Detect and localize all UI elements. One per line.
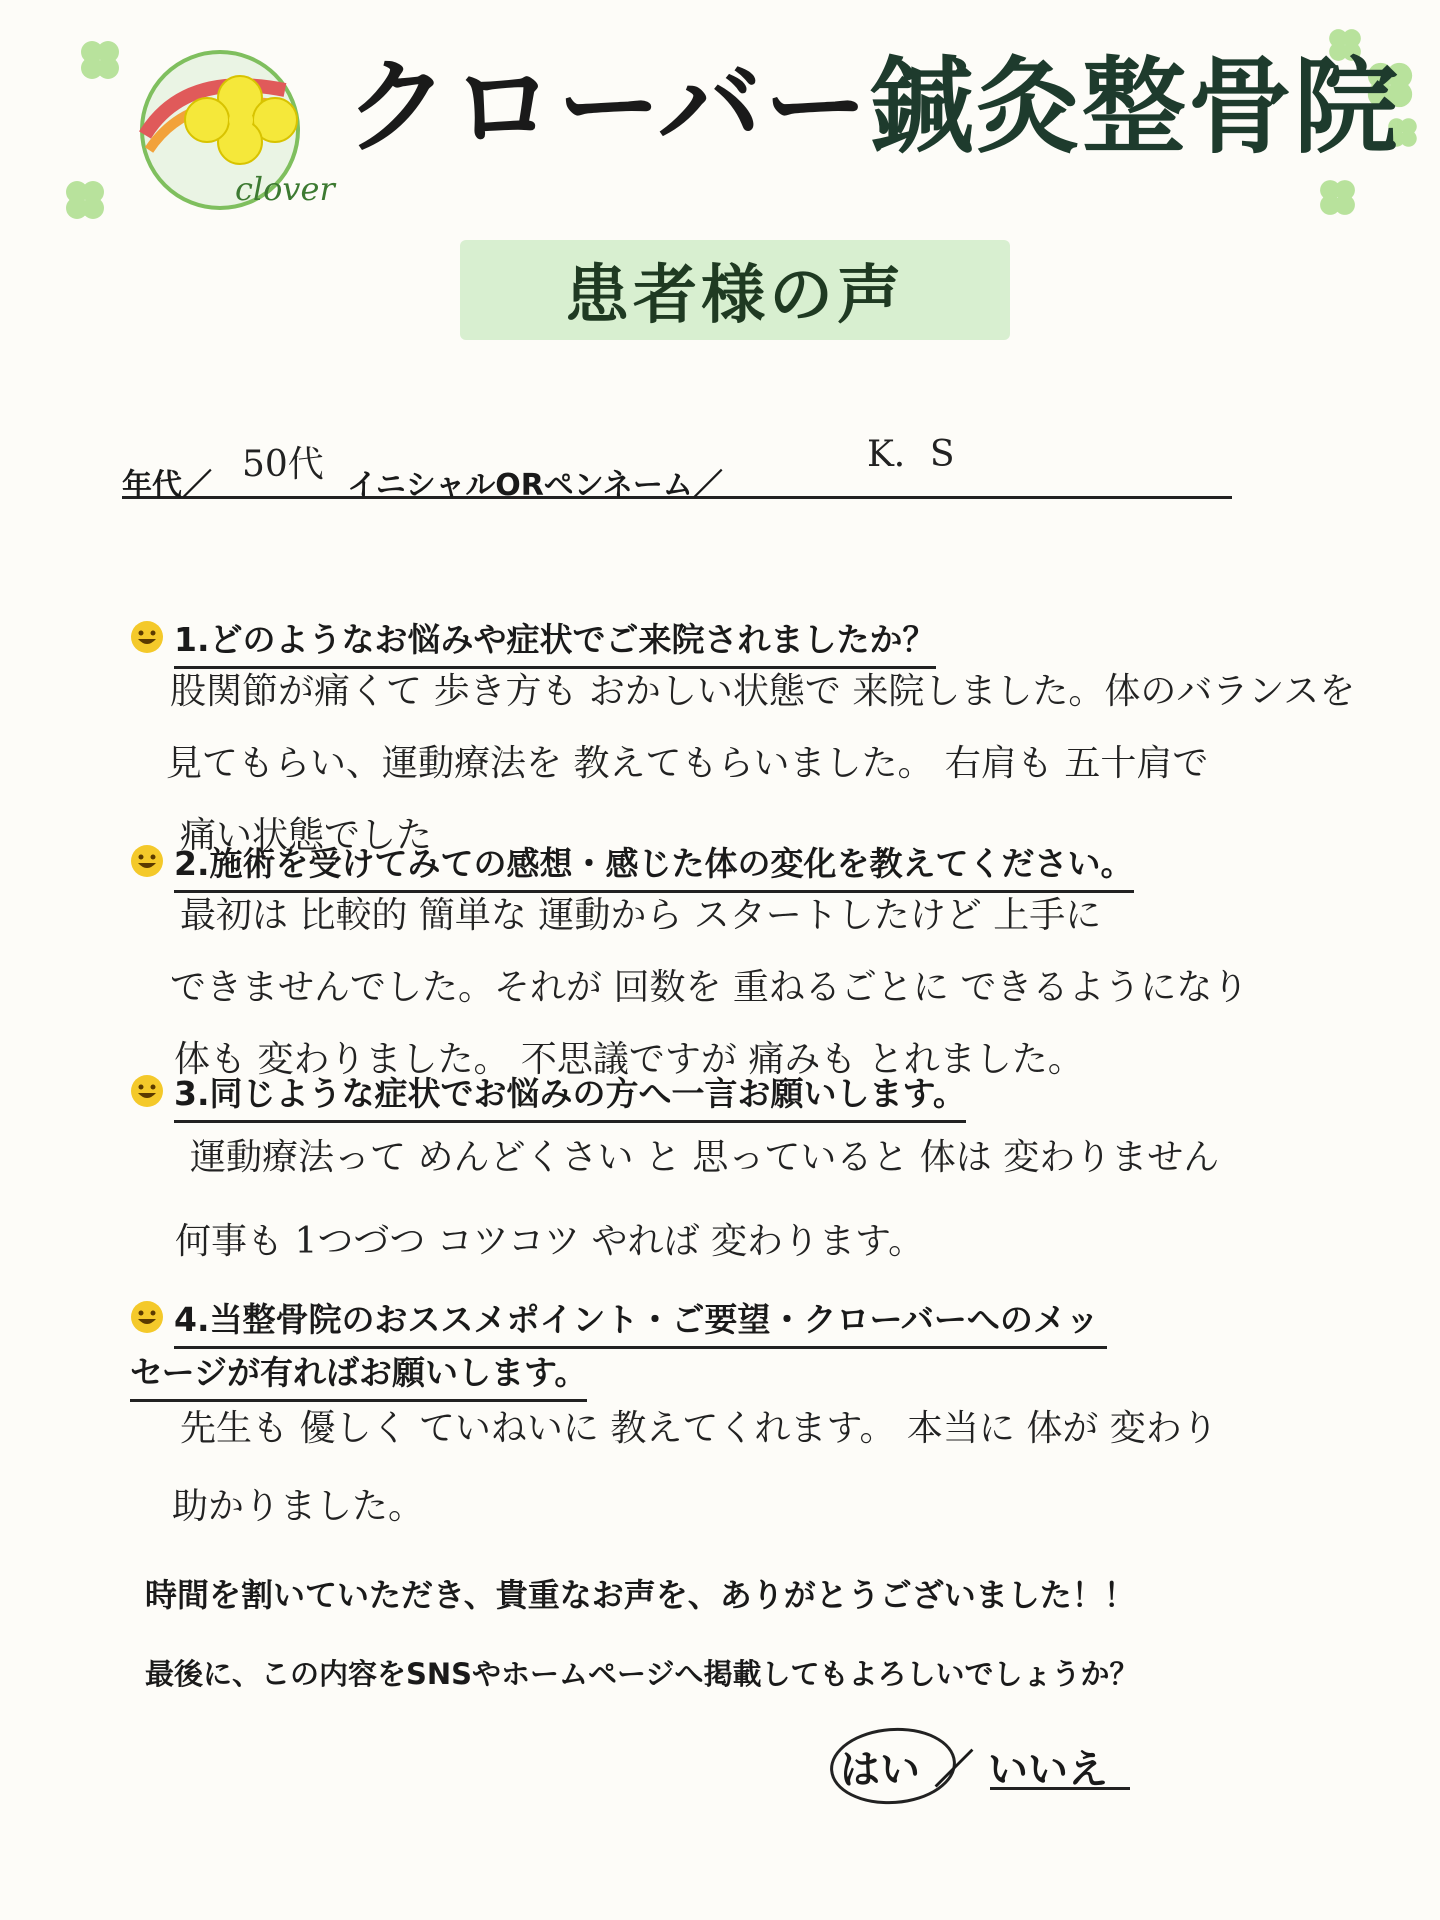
answer-line: 何事も 1つづつ コツコツ やれば 変わります。 — [175, 1221, 925, 1262]
yes-option[interactable]: はい — [840, 1747, 920, 1793]
question-4-line-1: 4.当整骨院のおススメポイント・ご要望・クローバーへのメッ — [174, 1296, 1107, 1349]
answer-line: 運動療法って めんどくさい と 思っていると 体は 変わりません — [190, 1137, 1220, 1178]
clinic-name-kanji: 鍼灸整骨院 — [869, 46, 1400, 168]
answer-line: 痛い状態でした — [180, 815, 433, 856]
question-4-line-2: セージが有ればお願いします。 — [130, 1349, 587, 1402]
choice-separator: ／ — [934, 1747, 974, 1793]
clover-decoration-icon — [55, 170, 115, 230]
permission-question: 最後に、この内容をSNSやホームページへ掲載してもよろしいでしょうか？ — [145, 1657, 1139, 1691]
name-value: K．S — [867, 434, 955, 475]
answer-line: 見てもらい、運動療法を 教えてもらいました。 右肩も 五十肩で — [166, 743, 1209, 784]
respondent-info-row — [122, 434, 1232, 503]
page-title-banner — [460, 240, 1010, 340]
no-option[interactable]: いいえ — [988, 1747, 1108, 1793]
no-option-underline — [990, 1787, 1130, 1790]
age-label: 年代／ — [122, 468, 212, 503]
page-title: 患者様の声 — [565, 259, 905, 333]
smiley-face-icon — [130, 844, 164, 878]
answer-2 — [170, 880, 1249, 1096]
age-value: 50代 — [242, 444, 324, 485]
smiley-face-icon — [130, 620, 164, 654]
question-2-text: 2.施術を受けてみての感想・感じた体の変化を教えてください。 — [174, 840, 1134, 893]
answer-line: 股関節が痛くて 歩き方も おかしい状態で 来院しました。体のバランスを — [170, 671, 1356, 712]
answer-line: できませんでした。それが 回数を 重ねるごとに できるようになり — [170, 967, 1249, 1008]
answer-line: 先生も 優しく ていねいに 教えてくれます。 本当に 体が 変わり — [180, 1408, 1218, 1449]
clover-decoration-icon — [1310, 170, 1365, 225]
thanks-message: 時間を割いていただき、貴重なお声を、ありがとうございました！！ — [145, 1576, 1136, 1614]
svg-text:clover: clover — [235, 170, 335, 208]
answer-line: 体も 変わりました。 不思議ですが 痛みも とれました。 — [174, 1039, 1084, 1080]
answer-line: 助かりました。 — [172, 1486, 425, 1527]
question-1-text: 1.どのようなお悩みや症状でご来院されましたか？ — [174, 616, 936, 669]
question-4-text — [130, 1296, 1107, 1402]
answer-4 — [172, 1390, 1218, 1546]
clover-logo — [115, 40, 345, 210]
question-3-text: 3.同じような症状でお悩みの方へ一言お願いします。 — [174, 1070, 966, 1123]
answer-3 — [175, 1116, 1220, 1284]
question-4 — [130, 1296, 1107, 1402]
smiley-face-icon — [130, 1300, 164, 1334]
smiley-face-icon — [130, 1074, 164, 1108]
clinic-name-kana: クローバー — [345, 46, 870, 168]
name-label: イニシャルORペンネーム／ — [347, 468, 723, 503]
clinic-name — [345, 46, 1400, 168]
answer-line: 最初は 比較的 簡単な 運動から スタートしたけど 上手に — [180, 895, 1102, 936]
